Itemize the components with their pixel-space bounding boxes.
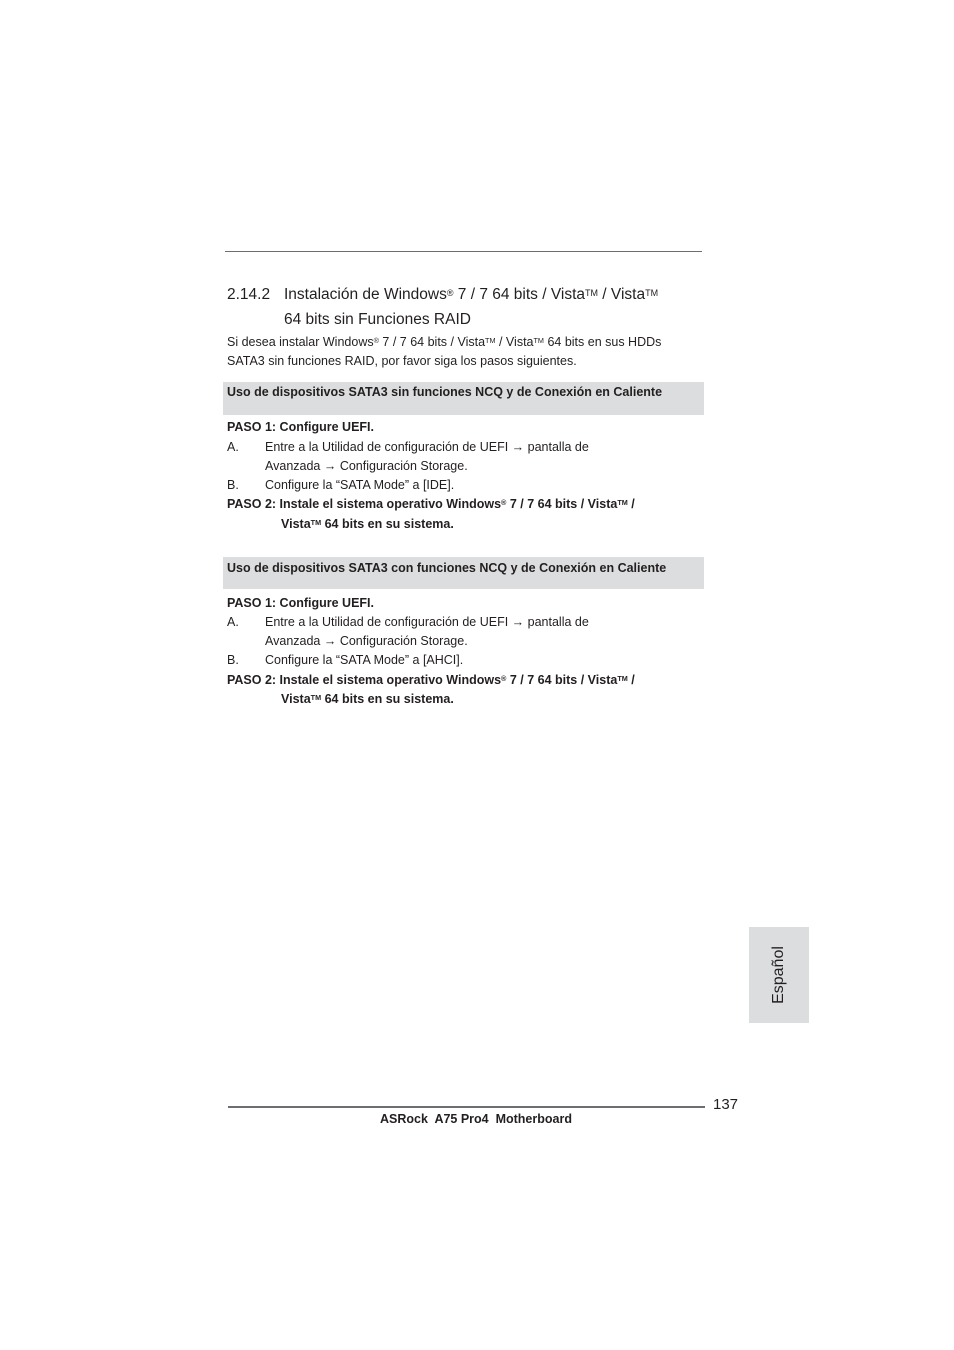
trademark-mark: TM [310,518,322,528]
paso-2-text: 64 bits en su sistema. [321,517,454,531]
block-2-item-a-letter: A. [227,615,239,629]
block-1-item-b-letter: B. [227,478,239,492]
section-title-part-b: 7 / 7 64 bits / Vista [453,286,586,303]
trademark-mark: TM [585,287,598,298]
section-title-line-2: 64 bits sin Funciones RAID [284,311,471,328]
paso-2-text: PASO 2: Instale el sistema operativo Windows [227,673,502,687]
paso-2-text: 64 bits en su sistema. [321,692,454,706]
paso-2-text: / [627,673,635,687]
paso-2-text: Vista [281,517,311,531]
registered-mark: ® [446,287,454,298]
intro-text: / Vista [495,335,534,349]
trademark-mark: TM [617,674,628,684]
block-2-item-b-letter: B. [227,653,239,667]
trademark-mark: TM [310,693,322,703]
trademark-mark: TM [485,336,496,346]
section-title [227,286,658,304]
footer [0,1112,954,1126]
intro-line-2: SATA3 sin funciones RAID, por favor siga los pasos siguientes. [227,354,577,368]
registered-mark: ® [373,336,379,346]
paso-2-text: 7 / 7 64 bits / Vista [506,673,618,687]
trademark-mark: TM [617,498,628,508]
paso-2-text: / [627,497,635,511]
block-2-paso-2 [227,673,635,687]
paso-2-text: Vista [281,692,311,706]
intro-text: Si desea instalar Windows [227,335,374,349]
section-title-part-a: Instalación de Windows [284,286,447,303]
block-2-heading: Uso de dispositivos SATA3 con funciones NCQ y de Conexión en Caliente [227,561,667,575]
language-side-tab [749,927,809,1023]
block-1-item-a-letter: A. [227,440,239,454]
section-title-part-c: / Vista [598,286,646,303]
bottom-divider [228,1106,705,1108]
block-1-paso-2-line-2 [281,517,454,531]
block-1-item-a-line-2: Avanzada → Configuración Storage. [265,459,468,473]
block-1-paso-1: PASO 1: Configure UEFI. [227,420,374,434]
footer-text: ASRock A75 Pro4 Motherboard [380,1112,572,1126]
block-2-paso-1: PASO 1: Configure UEFI. [227,596,374,610]
page-number: 137 [713,1096,739,1113]
intro-line-1 [227,333,661,352]
paso-2-text: 7 / 7 64 bits / Vista [506,497,618,511]
block-2-item-a-line-2: Avanzada → Configuración Storage. [265,634,468,648]
paso-2-text: PASO 2: Instale el sistema operativo Windows [227,497,502,511]
section-number: 2.14.2 [227,286,271,303]
language-label: Español [770,946,787,1004]
top-divider [225,251,702,252]
block-1-item-a-line-1: Entre a la Utilidad de configuración de UEFI → pantalla de [265,440,589,454]
intro-text: 7 / 7 64 bits / Vista [378,335,486,349]
block-1-paso-2 [227,497,635,511]
registered-mark: ® [501,674,507,684]
registered-mark: ® [501,498,507,508]
block-1-heading: Uso de dispositivos SATA3 sin funciones NCQ y de Conexión en Caliente [227,385,663,399]
block-2-item-a-line-1: Entre a la Utilidad de configuración de UEFI → pantalla de [265,615,589,629]
block-2-paso-2-line-2 [281,692,454,706]
trademark-mark: TM [645,287,659,298]
intro-text: 64 bits en sus HDDs [543,335,662,349]
trademark-mark: TM [533,336,544,346]
block-2-item-b-line-1: Configure la “SATA Mode” a [AHCI]. [265,653,464,667]
block-1-item-b-line-1: Configure la “SATA Mode” a [IDE]. [265,478,455,492]
